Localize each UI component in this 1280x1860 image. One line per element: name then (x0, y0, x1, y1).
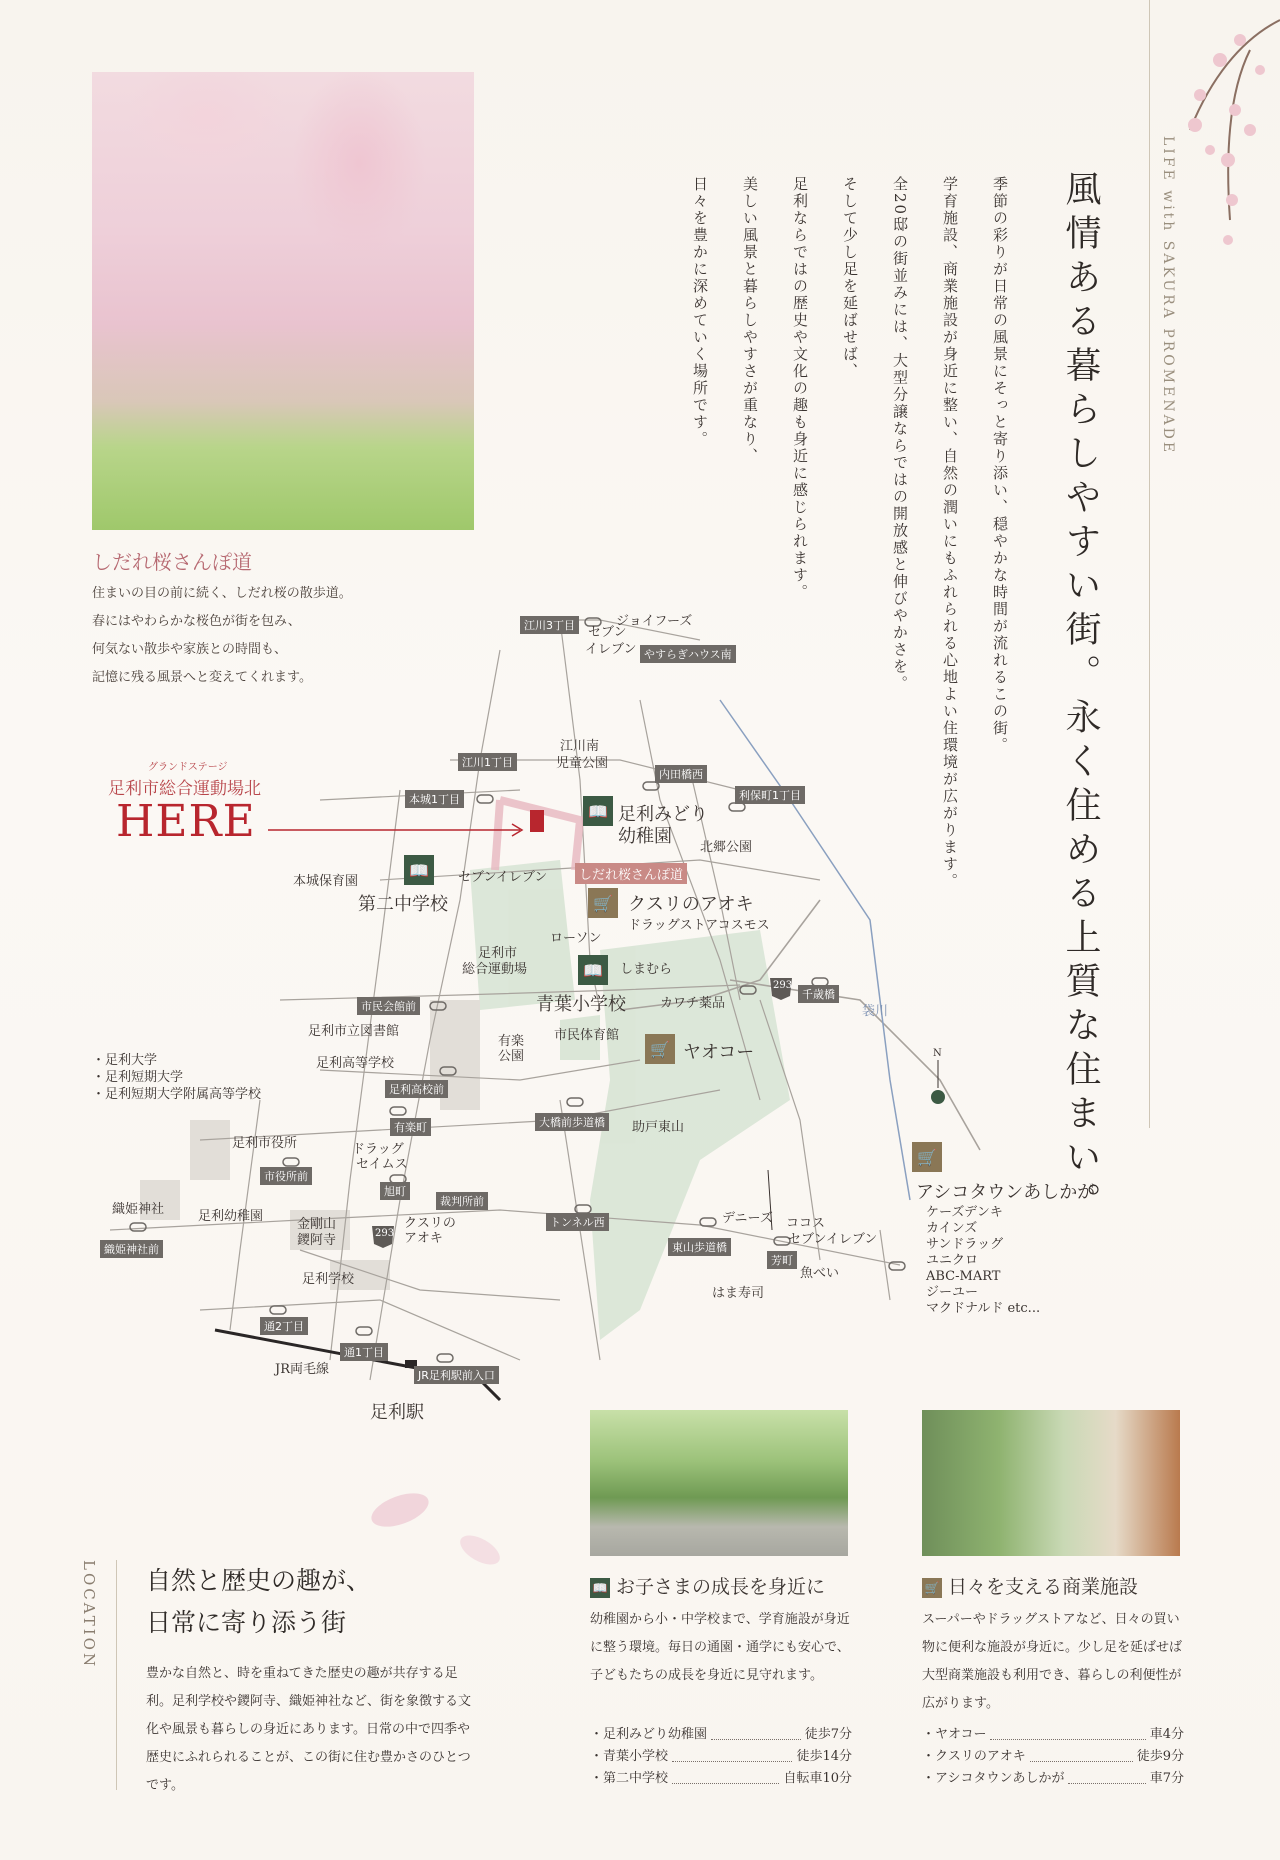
map-label: 魚べい (800, 1266, 840, 1281)
map-label: 本城保育園 (293, 874, 359, 889)
distance-row: ・アシコタウンあしかが 車7分 (922, 1768, 1184, 1790)
caption-line: 住まいの目の前に続く、しだれ桜の散歩道。 (92, 586, 352, 601)
stop-higashiyama: 東山歩道橋 (668, 1238, 731, 1256)
shop-item: カインズ (926, 1221, 978, 1236)
stop-tori-1: 通1丁目 (340, 1343, 388, 1361)
vegetable-shopping-photo (922, 1410, 1180, 1556)
here-property-name: 足利市総合運動場北 (108, 779, 261, 799)
location-heading-line: 日常に寄り添う街 (146, 1608, 347, 1637)
here-marker-label: HERE (116, 796, 256, 847)
cart-icon: 🛒 (645, 1034, 675, 1064)
children-running-photo (590, 1410, 848, 1556)
university-item: ・足利短期大学附属高等学校 (92, 1087, 262, 1102)
location-heading (146, 1560, 371, 1644)
book-icon: 📖 (590, 1578, 610, 1598)
map-label: しまむら (620, 962, 673, 977)
map-label: はま寿司 (712, 1286, 765, 1301)
here-brand: グランドステージ (148, 762, 228, 773)
book-icon: 📖 (578, 955, 608, 985)
shop-item: ユニクロ (926, 1253, 979, 1268)
map-label: ドラッグストアコスモス (628, 918, 770, 933)
map-label: クスリの (404, 1216, 456, 1231)
stop-saibansho-mae: 裁判所前 (436, 1192, 488, 1210)
map-label: ローソン (550, 931, 602, 946)
book-icon: 📖 (583, 796, 613, 826)
kids-heading-text: お子さまの成長を身近に (616, 1576, 826, 1598)
book-icon: 📖 (404, 855, 434, 885)
map-label: 公園 (498, 1049, 525, 1064)
map-label: 足利幼稚園 (198, 1209, 264, 1224)
stop-tunnel-nishi: トンネル西 (546, 1213, 609, 1231)
location-english-label: LOCATION (80, 1560, 98, 1670)
body-column-5: 足利ならではの歴史や文化の趣も身近に感じられます。 (791, 176, 809, 601)
distance-row: ・ヤオコー 車4分 (922, 1724, 1184, 1746)
cart-icon: 🛒 (912, 1142, 942, 1172)
stop-yoshicho: 芳町 (767, 1251, 797, 1269)
kids-distance-list (590, 1724, 852, 1790)
map-label: 鑁阿寺 (297, 1233, 337, 1248)
shop-item: ジーユー (926, 1285, 979, 1300)
shops-heading-text: 日々を支える商業施設 (948, 1576, 1139, 1598)
main-heading: 風情ある暮らしやすい街。永く住める上質な住まい。 (1060, 170, 1101, 1226)
map-label: 足利みどり (618, 804, 708, 825)
map-label: ジョイフーズ (616, 614, 693, 629)
map-label: 第二中学校 (358, 894, 448, 915)
map-label: 児童公園 (556, 756, 609, 771)
map-label: カワチ薬品 (660, 996, 726, 1011)
location-heading-line: 自然と歴史の趣が、 (146, 1566, 372, 1595)
shop-item: マクドナルド etc... (926, 1301, 1041, 1316)
stop-yasuragi-house: やすらぎハウス南 (640, 645, 736, 663)
stop-ashikaga-koko: 足利高校前 (385, 1080, 448, 1098)
body-column-2: 学育施設、商業施設が身近に整い、自然の潤いにもふれられる心地よい住環境が広がります。 (941, 176, 959, 890)
map-label: セブンイレブン (458, 870, 548, 885)
route-number: 293 (773, 980, 793, 991)
shops-text: スーパーやドラッグストアなど、日々の買い物に便利な施設が身近に。少し足を延ばせば大型商業施設も利用でき、暮らしの利便性が広がります。 (922, 1612, 1183, 1711)
north-label: N (933, 1048, 942, 1059)
university-list (92, 1052, 261, 1103)
map-label: アシコタウンあしかが (916, 1182, 1096, 1203)
shop-item: ABC-MART (926, 1269, 1001, 1284)
caption-line: 記憶に残る風景へと変えてくれます。 (92, 670, 312, 685)
cart-icon: 🛒 (922, 1578, 942, 1598)
stop-tori-2: 通2丁目 (260, 1317, 308, 1335)
map-label: JR両毛線 (275, 1362, 329, 1377)
map-label: 足利市立図書館 (308, 1024, 400, 1039)
stop-egawa-3: 江川3丁目 (520, 616, 579, 634)
map-label: 総合運動場 (462, 962, 528, 977)
body-column-3: 全20邸の街並みには、大型分譲ならではの開放感と伸びやかさを。 (891, 176, 909, 693)
map-label: 幼稚園 (618, 826, 672, 847)
map-label: 袋川 (862, 1004, 889, 1019)
stop-ohashi-mae: 大橋前歩道橋 (535, 1113, 609, 1131)
map-label: セブンイレブン (788, 1232, 878, 1247)
shops-distance-list (922, 1724, 1184, 1790)
kids-heading (590, 1572, 825, 1599)
distance-row: ・クスリのアオキ 徒歩9分 (922, 1746, 1184, 1768)
map-label: セイムス (356, 1157, 408, 1172)
stop-shimin-kaikan: 市民会館前 (357, 997, 420, 1015)
stop-yurakucho: 有楽町 (390, 1118, 431, 1136)
map-label: アオキ (404, 1231, 443, 1246)
map-label: 織姫神社 (112, 1202, 165, 1217)
stop-asahicho: 旭町 (380, 1182, 410, 1200)
kids-text: 幼稚園から小・中学校まで、学育施設が身近に整う環境。毎日の通園・通学にも安心で、子どもたちの成長を身近に見守れます。 (590, 1612, 850, 1683)
university-item: ・足利大学 (92, 1053, 158, 1068)
map-label: 足利市 (478, 946, 518, 961)
stop-shiyakusho-mae: 市役所前 (260, 1167, 312, 1185)
location-text: 豊かな自然と、時を重ねてきた歴史の趣が共存する足利。足利学校や鑁阿寺、織姫神社など、街を象徴する文化や風景も暮らしの身近にあります。日常の中で四季や歴史にふれられることが、この街に住む豊かさのひとつです。 (146, 1666, 472, 1793)
shops-heading (922, 1572, 1138, 1599)
stop-jr-ashikaga-iriguchi: JR足利駅前入口 (414, 1366, 499, 1384)
map-label: 市民体育館 (554, 1028, 620, 1043)
map-label: ヤオコー (683, 1042, 755, 1063)
caption-line: 春にはやわらかな桜色が街を包み、 (92, 614, 301, 629)
map-label: 有楽 (498, 1034, 525, 1049)
shop-item: ケーズデンキ (926, 1205, 1003, 1220)
caption-line: 何気ない散歩や家族との時間も、 (92, 642, 288, 657)
location-divider (116, 1560, 117, 1790)
map-label: セブン (588, 625, 627, 640)
distance-row: ・足利みどり幼稚園 徒歩7分 (590, 1724, 852, 1746)
map-label: デニーズ (722, 1211, 773, 1226)
shop-item: サンドラッグ (926, 1237, 1004, 1252)
stop-chitose-bashi: 千歳橋 (798, 985, 839, 1003)
body-column-1: 季節の彩りが日常の風景にそっと寄り添い、穏やかな時間が流れるこの街。 (991, 176, 1009, 754)
route-number: 293 (375, 1228, 395, 1239)
body-column-4: そして少し足を延ばせば、 (841, 176, 859, 380)
map-label: 足利市役所 (232, 1136, 298, 1151)
map-label: 江川南 (560, 739, 600, 754)
map-label: イレブン (585, 642, 637, 657)
stop-uchidabashi-nishi: 内田橋西 (655, 765, 707, 783)
map-label: 金剛山 (297, 1217, 337, 1232)
distance-row: ・第二中学校 自転車10分 (590, 1768, 852, 1790)
university-item: ・足利短期大学 (92, 1070, 184, 1085)
distance-row: ・青葉小学校 徒歩14分 (590, 1746, 852, 1768)
map-label: 足利高等学校 (316, 1056, 395, 1071)
promenade-tag: しだれ桜さんぽ道 (575, 863, 687, 884)
map-label: ココス (786, 1216, 826, 1231)
map-label: 助戸東山 (632, 1120, 685, 1135)
body-column-6: 美しい風景と暮らしやすさが重なり、 (741, 176, 759, 465)
stop-orihime-jinja: 織姫神社前 (100, 1240, 163, 1258)
map-label: ドラッグ (352, 1142, 404, 1157)
map-label: 北郷公園 (700, 840, 753, 855)
map-label: 青葉小学校 (536, 994, 626, 1015)
map-label: クスリのアオキ (628, 894, 754, 915)
body-column-7: 日々を豊かに深めていく場所です。 (691, 176, 709, 448)
stop-riho-1: 利保町1丁目 (735, 786, 805, 804)
stop-honjo-1: 本城1丁目 (405, 790, 464, 808)
stop-egawa-1: 江川1丁目 (458, 753, 517, 771)
side-english-title: LIFE with SAKURA PROMENADE (1160, 136, 1176, 456)
caption-title: しだれ桜さんぽ道 (92, 550, 252, 574)
map-label: 足利駅 (370, 1402, 424, 1423)
cart-icon: 🛒 (588, 888, 618, 918)
ashico-shop-list (926, 1205, 1040, 1317)
map-label: 足利学校 (302, 1272, 355, 1287)
